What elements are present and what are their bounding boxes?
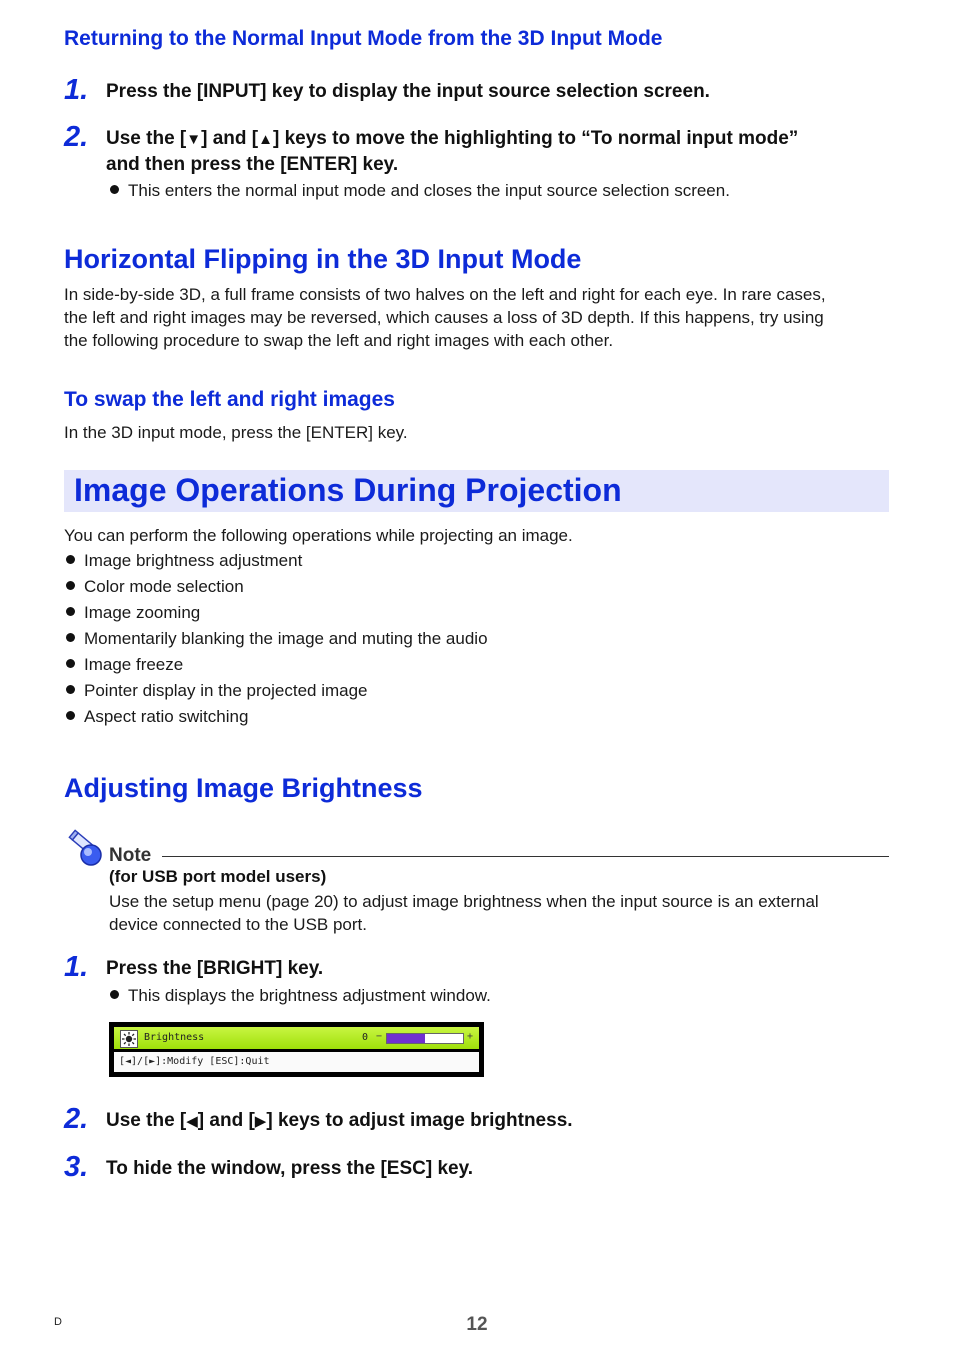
bullet-icon	[66, 607, 75, 616]
paragraph: In the 3D input mode, press the [ENTER] key.	[64, 423, 408, 442]
note-subheading: (for USB port model users)	[109, 867, 327, 886]
step-text: Use the [◀] and [▶] keys to adjust image brightness.	[106, 1110, 573, 1131]
brightness-value: 0	[362, 1032, 369, 1043]
bullet-icon	[66, 659, 75, 668]
list-item: This enters the normal input mode and closes the input source selection screen.	[110, 178, 730, 204]
chapter-title: Image Operations During Projection	[74, 472, 622, 508]
list-item: This displays the brightness adjustment window.	[110, 983, 491, 1009]
brightness-sun-icon	[120, 1030, 138, 1048]
brightness-row	[114, 1027, 479, 1049]
paragraph: In side-by-side 3D, a full frame consists of two halves on the left and right for each eye. In rare cases, the left and right images may be reversed, which causes a loss of 3D depth. If this happens, try using the following procedure to swap the left and right images with each other.	[64, 285, 826, 350]
paragraph: You can perform the following operations while projecting an image.	[64, 526, 573, 545]
bullet-icon	[66, 685, 75, 694]
left-arrow-key-icon: ◀	[186, 1113, 198, 1130]
brightness-window	[109, 1022, 484, 1077]
up-arrow-key-icon: ▲	[258, 131, 273, 148]
bullet-icon	[66, 581, 75, 590]
list-item: Image brightness adjustment	[66, 548, 488, 574]
step-text: Use the [▼] and [▲] keys to move the highlighting to “To normal input mode”	[106, 128, 799, 149]
list-item: Aspect ratio switching	[66, 704, 488, 730]
bullet-icon	[66, 633, 75, 642]
list-item: Momentarily blanking the image and muting the audio	[66, 626, 488, 652]
minus-icon: −	[376, 1031, 383, 1042]
note-divider	[162, 856, 889, 857]
step-text: Press the [BRIGHT] key.	[106, 958, 324, 979]
step-text: Press the [INPUT] key to display the input source selection screen.	[106, 81, 710, 102]
subheading-swap-images: To swap the left and right images	[64, 388, 395, 411]
note-label: Note	[109, 845, 152, 866]
list-item: Image zooming	[66, 600, 488, 626]
step-text-continued: and then press the [ENTER] key.	[106, 154, 399, 175]
note-pencil-icon	[66, 828, 106, 868]
brightness-hint-row	[114, 1052, 479, 1072]
list-item: Color mode selection	[66, 574, 488, 600]
section-heading-horizontal-flip: Horizontal Flipping in the 3D Input Mode	[64, 244, 582, 274]
step-number: 2.	[64, 121, 89, 153]
step-number: 2.	[64, 1103, 89, 1135]
list-item: Image freeze	[66, 652, 488, 678]
section-heading-return-normal: Returning to the Normal Input Mode from the 3D Input Mode	[64, 27, 663, 50]
note-text: Use the setup menu (page 20) to adjust image brightness when the input source is an external device connected to the USB port.	[109, 892, 819, 934]
bullet-icon	[66, 555, 75, 564]
list-item: Pointer display in the projected image	[66, 678, 488, 704]
section-heading-brightness: Adjusting Image Brightness	[64, 773, 423, 803]
step-text: To hide the window, press the [ESC] key.	[106, 1158, 474, 1179]
step-number: 1.	[64, 951, 89, 983]
bullet-icon	[66, 711, 75, 720]
step-number: 3.	[64, 1151, 89, 1183]
bullet-icon	[110, 185, 119, 194]
brightness-slider-fill	[387, 1034, 425, 1043]
brightness-hint: [◄]/[►]:Modify [ESC]:Quit	[119, 1056, 270, 1067]
footer-code: D	[54, 1316, 62, 1328]
bullet-icon	[110, 990, 119, 999]
right-arrow-key-icon: ▶	[254, 1113, 267, 1130]
brightness-slider[interactable]	[386, 1033, 464, 1044]
down-arrow-key-icon: ▼	[186, 131, 202, 148]
chapter-banner	[64, 470, 889, 512]
step-number: 1.	[64, 74, 89, 106]
brightness-label: Brightness	[144, 1032, 205, 1043]
plus-icon: +	[467, 1031, 474, 1042]
operations-list	[66, 548, 488, 730]
page-number: 12	[466, 1314, 488, 1335]
